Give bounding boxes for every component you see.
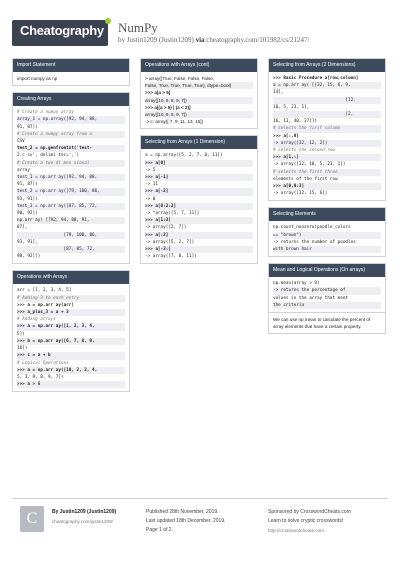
panel-heading: Selecting Elements (269, 208, 385, 221)
footer-divider (12, 498, 388, 499)
panel-body (141, 149, 257, 263)
footer-sponsor (268, 508, 351, 536)
byline-url[interactable]: cheatography.com/101982/cs/21247/ (206, 36, 310, 44)
code-line: >>> a > 5 (17, 381, 125, 388)
panel-heading: Operations with Arrays (13, 271, 129, 284)
code-line: -> array([12, 10, 5, 23, 1]) (273, 162, 346, 168)
logo-text: Cheatography (20, 23, 104, 38)
code-line: 2.c sv', delimi ter=',') (17, 153, 80, 159)
code-line: values in the array that meet (273, 295, 349, 301)
code-line: 91, 87]) (17, 182, 38, 188)
code-line: 91, 87]) (17, 124, 38, 130)
code-line: >>> a = np.arr ay([1, 2, 3, 4, (17, 323, 125, 330)
column-1 (12, 58, 130, 398)
code-line: >>> a = np.arr ay([10, 2, 2, 4, (17, 367, 125, 374)
panel-heading: Import Statement (13, 59, 129, 72)
code-line: # Create a numpy array from a (17, 131, 125, 138)
code-line: -> 5 (145, 167, 156, 173)
footer-sponsor-title[interactable]: Sponsored by CrosswordCheats.com (268, 509, 351, 515)
code-line: >>> c = a + b (17, 352, 125, 359)
panel-operations-cont (140, 58, 258, 129)
code-line: >>> a[1,:] (273, 154, 381, 161)
panel-body (269, 221, 385, 256)
code-line: 10]) (17, 346, 28, 352)
code-line: >>> a_plus_3 = a + 3 (17, 309, 125, 316)
panel-body (13, 284, 129, 391)
code-line: # Adding 3 to each entry (17, 295, 125, 302)
code-line: == "brown") (273, 232, 381, 239)
panel-selecting-1d (140, 135, 258, 264)
panel-heading: Mean and Logical Operations (On arrays) (269, 264, 385, 277)
code-line: >>> a[0:2:2] (145, 203, 253, 210)
code-line: 5]) (17, 331, 25, 337)
code-line: array([10, 9, 8, 9, 7]) (145, 111, 253, 118)
panel-mean (268, 263, 386, 334)
panel-heading: Creating Arrays (13, 93, 129, 106)
code-line: arr = [1, 2, 3, 4, 5] (17, 288, 72, 294)
code-line: # selects the first column (273, 125, 381, 132)
code-line: -> 0 (145, 196, 156, 202)
code-line: test_2 = np.genfromtxt('test- (17, 145, 125, 152)
code-line: 10, 5, 23, 1], (273, 104, 310, 110)
code-line: -> array([32, 15, 6]) (273, 191, 328, 197)
panel-selecting-elements (268, 207, 386, 257)
code-line: np.count_nonzero(poodle_colors (273, 225, 351, 231)
panel-heading: Selecting from Arrays (1 Dimension) (141, 136, 257, 149)
code-line: >>> a[-3:] (145, 246, 253, 253)
code-line: # Create a two-di men sional (17, 160, 125, 167)
code-line: 90, 92]]) (17, 254, 41, 260)
footer-sponsor-line: Learn to solve cryptic crosswords! (268, 518, 344, 524)
footer-author-url[interactable]: cheatography.com/justin1209/ (52, 519, 113, 524)
column-3 (268, 58, 386, 340)
code-line: -> *array([5, 7, 11]) (145, 211, 200, 217)
code-line: > array([True, False, False, False, (145, 76, 215, 81)
byline-via: via (195, 36, 205, 44)
code-line: import numpy as np (17, 76, 58, 81)
code-line: test_2 = np.arr ay([79, 100, 86, (17, 188, 125, 195)
panel-heading: Operations with Arrays (cont) (141, 59, 257, 72)
panel-operations (12, 270, 130, 392)
code-line: >>> a[0] (145, 160, 253, 167)
code-line: 93, 91]) (17, 196, 38, 202)
byline-author[interactable]: Justin1209 (Justin1209) (126, 36, 194, 44)
code-line: 16, 13, 40, 37]]) (273, 119, 317, 125)
column-2 (140, 58, 258, 270)
code-line: array([10, 9, 8, 9, 7]) (145, 97, 253, 104)
code-line: # Adding arrays (17, 317, 56, 323)
code-line: -> c: array([ 7, 9, 11, 13, 15]) (145, 119, 204, 125)
code-line: 87], (17, 225, 28, 231)
code-line: False, True, True, True, True], dtype=bool) (145, 82, 253, 89)
code-line: -> returns the percentage of (273, 287, 381, 294)
code-line: -> array([2, 7]) (145, 225, 187, 231)
panel-body (269, 72, 385, 200)
code-line: # selects the first three (273, 169, 381, 176)
code-line: array (17, 167, 30, 173)
mean-note: We can use np.mean to calculate the percent of array elements that have a certain property. (269, 312, 385, 333)
page-title: NumPy (118, 20, 158, 35)
code-line: >>> a[-2] (145, 188, 253, 195)
code-line: >>> a[-1] (145, 174, 253, 181)
code-line: # Logical Operations (17, 360, 69, 366)
code-line: [2, (273, 111, 381, 118)
footer-sponsor-url[interactable]: http://crosswordcheats.com (268, 528, 324, 533)
panel-import (12, 58, 130, 86)
code-line: >>> a[0,0:3] (273, 183, 381, 190)
code-line: 90, 92]) (17, 211, 38, 217)
footer-page: Page 1 of 2. (146, 527, 173, 533)
byline-prefix: by (118, 36, 125, 44)
code-line: a = np.arr ay( [[32, 15, 6, 9, (273, 82, 381, 89)
page-footer (0, 498, 400, 566)
code-line: 14], (273, 90, 284, 96)
panel-body (269, 277, 385, 312)
code-line: >>> a[1:3] (145, 217, 253, 224)
code-line: [79, 100, 86, (17, 232, 125, 239)
code-line: -> array([7, 0, 11]) (145, 254, 197, 260)
footer-author-name[interactable]: By Justin1209 (Justin1209) (52, 509, 117, 515)
code-line: with brown hair (273, 246, 381, 253)
code-line: -> array([32, 12, 2]) (273, 140, 381, 147)
footer-updated: Last updated 18th December, 2019. (146, 518, 226, 524)
code-line: a = np.array([5, 2, 7, 0, 11]) (145, 153, 223, 159)
code-line: # selects the second row (273, 148, 336, 154)
panel-body (141, 72, 257, 128)
footer-dates (146, 508, 226, 535)
code-line: elements of the first row (273, 176, 338, 182)
footer-published: Published 28th November, 2019. (146, 509, 219, 515)
code-line: -> array([5, 2, 7]) (145, 239, 195, 245)
byline (118, 36, 309, 44)
code-line: test_3 = np.arr ay([87, 85, 72, (17, 203, 125, 210)
logo-dot-icon (105, 18, 111, 24)
panel-creating-arrays (12, 92, 130, 264)
footer-author (52, 508, 116, 527)
code-line: # Create a numpy array (17, 110, 74, 116)
code-line: >>> a[:3] (145, 232, 253, 239)
panel-heading: Selecting from Arrays (2 Dimensions) (269, 59, 385, 72)
code-line: >>> Basic Procedure a[row,column] (273, 76, 359, 81)
code-line: 93, 91], (17, 239, 38, 245)
code-line: CSV (17, 139, 25, 145)
code-line: >>> a[a > 5] (145, 90, 171, 96)
code-line: np.mean(array > 8) (273, 281, 320, 287)
code-line: >>> a[(a > 5) | (a < 2)] (145, 104, 191, 110)
page-header (0, 0, 400, 58)
panel-selecting-2d (268, 58, 386, 201)
panel-body (13, 72, 129, 85)
author-avatar[interactable]: C (20, 506, 44, 532)
panel-body (13, 106, 129, 263)
code-line: >>> a = np.arr ay(arr) (17, 302, 74, 308)
code-line: array_1 = np.array([92, 94, 88, (17, 116, 125, 123)
code-line: [12, (273, 97, 381, 104)
code-line: 5, 3, 9, 8, 9, 7]) (17, 374, 64, 380)
code-line: >>> a[:,0] (273, 133, 299, 139)
code-line: >>> b = np.arr ay([6, 7, 8, 9, (17, 338, 125, 345)
code-line: [87, 85, 72, (17, 246, 125, 253)
code-line: -> returns the number of poodles (273, 239, 356, 245)
code-line: -> 11 (145, 182, 158, 188)
code-line: np.arr ay( [[92, 94, 88, 91, (17, 217, 125, 224)
code-line: test_1 = np.arr ay([92, 94, 88, (17, 174, 125, 181)
code-line: the criteria (273, 302, 381, 309)
